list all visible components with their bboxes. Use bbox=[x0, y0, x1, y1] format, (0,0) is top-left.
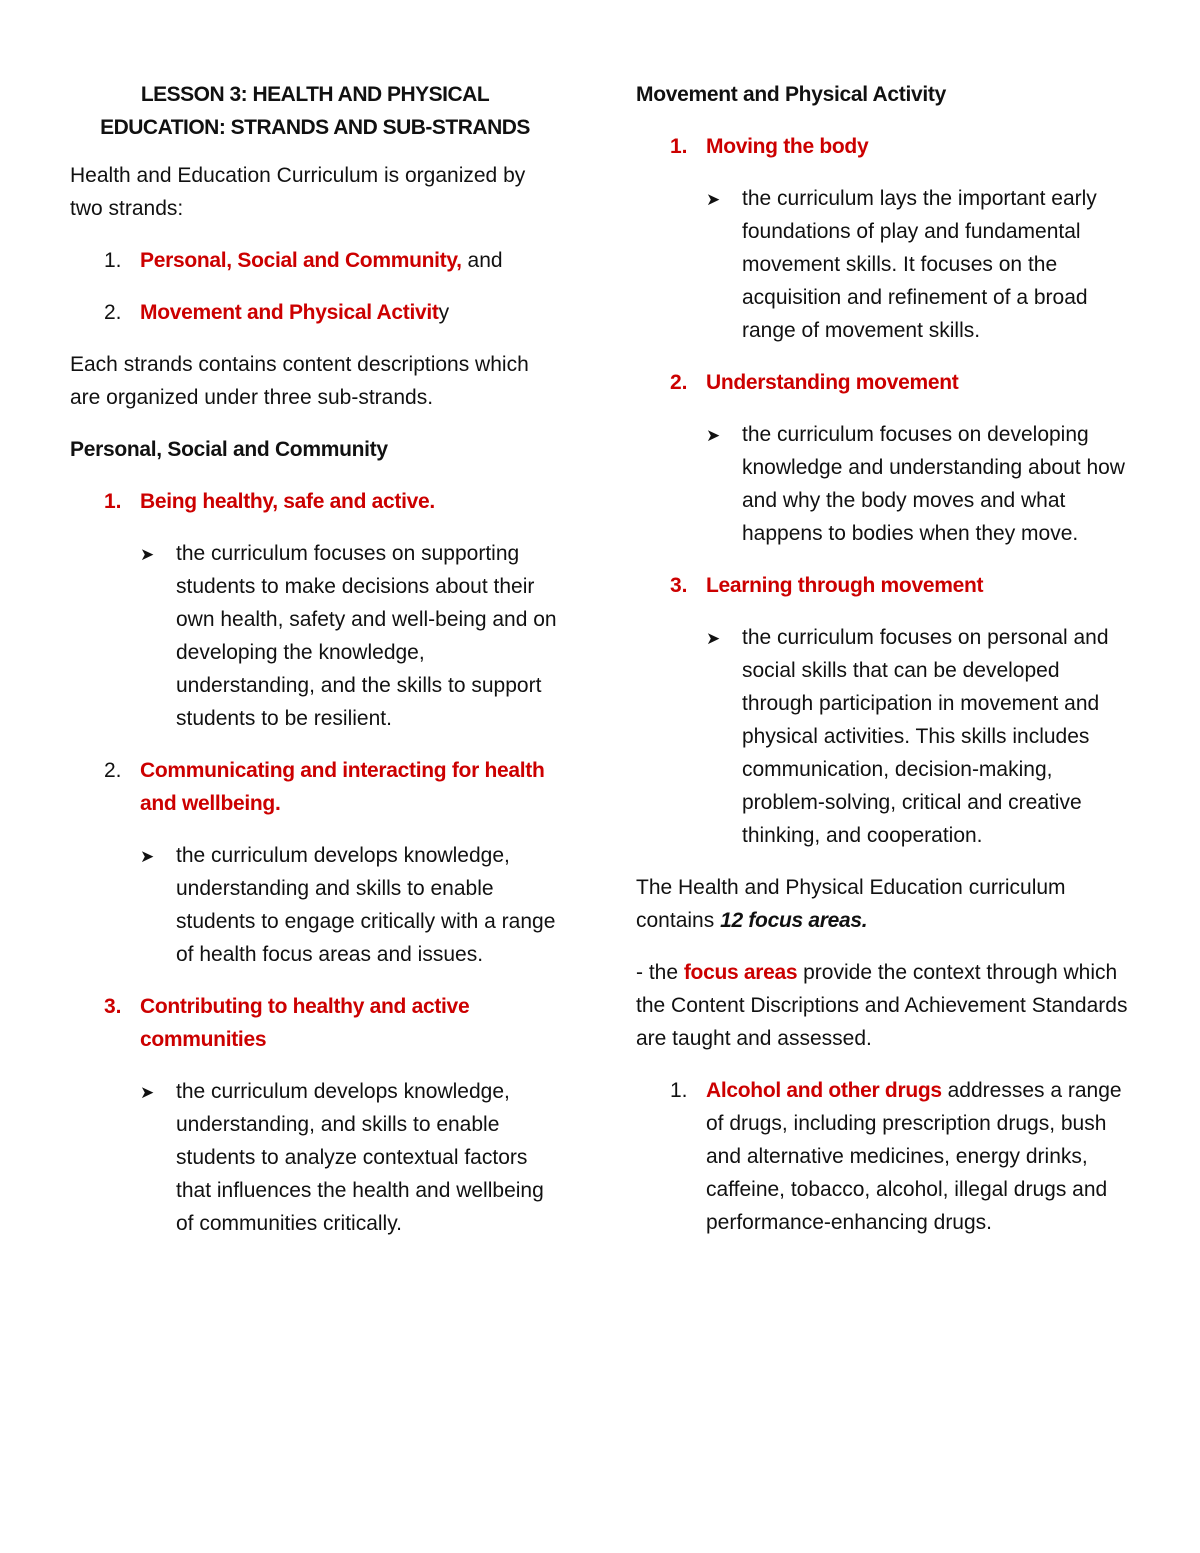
substrand-item bbox=[70, 990, 560, 1056]
focus-count: 12 focus areas. bbox=[720, 909, 868, 932]
focus-desc-rest: provide the context through which the Content Discriptions and Achievement Standards are taught and assessed. bbox=[636, 961, 1128, 1050]
strand-item bbox=[70, 296, 560, 329]
substrand-bullet bbox=[636, 418, 1136, 550]
focus-area-number: 1. bbox=[670, 1079, 688, 1102]
substrand-number: 2. bbox=[104, 759, 122, 782]
substrand-bullet bbox=[70, 839, 560, 971]
substrand-title: Communicating and interacting for health and wellbeing. bbox=[140, 759, 545, 815]
arrowhead-bullet-icon: ➤ bbox=[140, 545, 155, 564]
bullet-text: the curriculum develops knowledge, understanding, and skills to enable students to analyze contextual factors that influences the health and wellbeing of communities critically. bbox=[176, 1080, 544, 1235]
substrand-title: Learning through movement bbox=[706, 574, 984, 597]
substrand-item bbox=[70, 485, 560, 518]
substrand-item bbox=[70, 754, 560, 820]
lesson-title bbox=[70, 78, 560, 144]
strand-suffix: and bbox=[461, 249, 503, 272]
substrand-title: Contributing to healthy and active communities bbox=[140, 995, 470, 1051]
arrowhead-bullet-icon: ➤ bbox=[140, 1083, 155, 1102]
substrand-bullet bbox=[70, 1075, 560, 1240]
bullet-text: the curriculum develops knowledge, understanding and skills to enable students to engage critically with a range of health focus areas and issues. bbox=[176, 844, 556, 966]
section-heading-movement: Movement and Physical Activity bbox=[636, 83, 946, 106]
strand-suffix: y bbox=[438, 301, 450, 324]
substrand-bullet bbox=[636, 621, 1136, 852]
focus-areas-intro bbox=[636, 871, 1136, 937]
substrand-bullet bbox=[636, 182, 1136, 347]
focus-area-item bbox=[636, 1074, 1136, 1239]
strand-label: Movement and Physical Activit bbox=[140, 301, 439, 324]
substrand-item bbox=[636, 366, 1136, 399]
substrand-number: 1. bbox=[670, 135, 688, 158]
lesson-title-line-2: EDUCATION: STRANDS AND SUB-STRANDS bbox=[100, 116, 530, 139]
strands-description: Each strands contains content descriptions which are organized under three sub-strands. bbox=[70, 353, 529, 409]
substrand-bullet bbox=[70, 537, 560, 735]
substrand-number: 3. bbox=[104, 995, 122, 1018]
bullet-text: the curriculum focuses on developing knowledge and understanding about how and why the body moves and what happens to bodies when they move. bbox=[742, 423, 1125, 545]
substrand-title: Being healthy, safe and active. bbox=[140, 490, 435, 513]
arrowhead-bullet-icon: ➤ bbox=[140, 847, 155, 866]
intro-paragraph: Health and Education Curriculum is organized by two strands: bbox=[70, 164, 526, 220]
focus-areas-description bbox=[636, 956, 1136, 1055]
focus-area-text: addresses a range of drugs, including prescription drugs, bush and alternative medicines, energy drinks, caffeine, tobacco, alcohol, illegal drugs and performance-enhancing drugs. bbox=[706, 1079, 1122, 1234]
strand-item bbox=[70, 244, 560, 277]
arrowhead-bullet-icon: ➤ bbox=[706, 190, 721, 209]
right-column bbox=[636, 78, 1136, 1258]
focus-intro-text: The Health and Physical Education curriculum contains bbox=[636, 876, 1066, 932]
substrand-number: 2. bbox=[670, 371, 688, 394]
strand-number: 1. bbox=[104, 249, 122, 272]
arrowhead-bullet-icon: ➤ bbox=[706, 426, 721, 445]
focus-desc-term: focus areas bbox=[683, 961, 798, 984]
left-column bbox=[70, 78, 560, 1259]
lesson-title-line-1: LESSON 3: HEALTH AND PHYSICAL bbox=[140, 83, 490, 106]
section-heading-personal-social: Personal, Social and Community bbox=[70, 438, 388, 461]
substrand-number: 1. bbox=[104, 490, 122, 513]
bullet-text: the curriculum focuses on personal and social skills that can be developed through participation in movement and physical activities. This skills includes communication, decision-making, problem-solving, critical and creative thinking, and cooperation. bbox=[742, 626, 1109, 847]
focus-desc-prefix: - the bbox=[636, 961, 684, 984]
substrand-title: Moving the body bbox=[706, 135, 869, 158]
focus-area-title: Alcohol and other drugs bbox=[706, 1079, 942, 1102]
substrand-item bbox=[636, 130, 1136, 163]
bullet-text: the curriculum focuses on supporting students to make decisions about their own health, safety and well-being and on developing the knowledge, understanding, and the skills to support students to be resilient. bbox=[176, 542, 557, 730]
bullet-text: the curriculum lays the important early foundations of play and fundamental movement skills. It focuses on the acquisition and refinement of a broad range of movement skills. bbox=[742, 187, 1097, 342]
strand-number: 2. bbox=[104, 301, 122, 324]
substrand-number: 3. bbox=[670, 574, 688, 597]
substrand-item bbox=[636, 569, 1136, 602]
substrand-title: Understanding movement bbox=[706, 371, 959, 394]
strand-label: Personal, Social and Community, bbox=[140, 249, 462, 272]
arrowhead-bullet-icon: ➤ bbox=[706, 629, 721, 648]
